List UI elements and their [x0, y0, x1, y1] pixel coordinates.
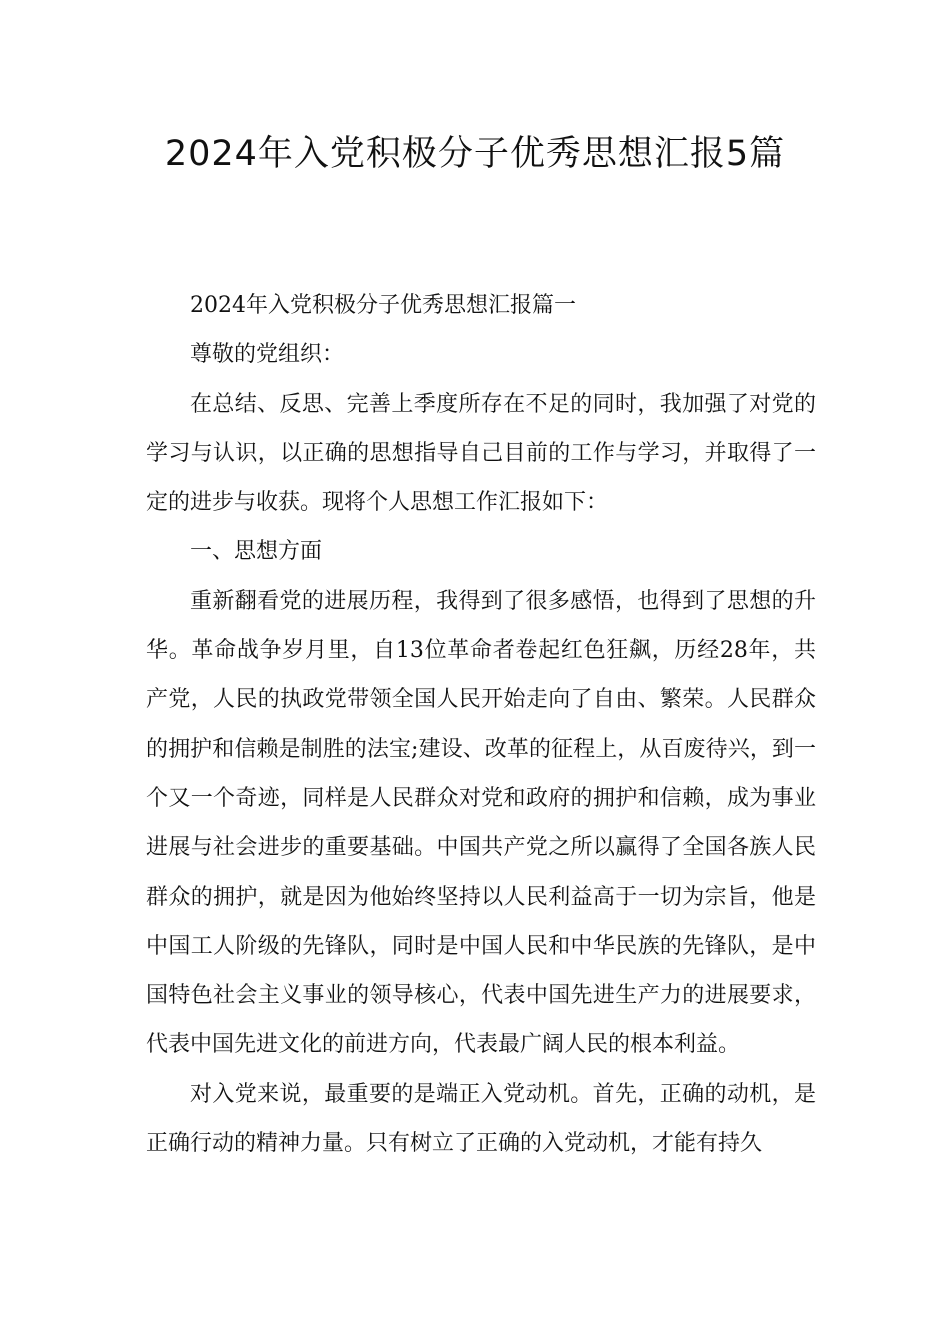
body-paragraph: 在总结、反思、完善上季度所存在不足的同时，我加强了对党的学习与认识，以正确的思想指导自己目前的工作与学习，并取得了一定的进步与收获。现将个人思想工作汇报如下：	[146, 391, 816, 516]
salutation: 尊敬的党组织：	[190, 342, 345, 368]
document-title: 2024年入党积极分子优秀思想汇报5篇	[164, 134, 786, 174]
body-paragraph: 对入党来说，最重要的是端正入党动机。首先，正确的动机，是正确行动的精神力量。只有树立了正确的入党动机，才能有持久	[146, 1081, 816, 1157]
section-heading: 2024年入党积极分子优秀思想汇报篇一	[190, 293, 576, 318]
subsection-heading: 一、思想方面	[190, 539, 323, 565]
document-body	[146, 281, 816, 1168]
body-paragraph: 重新翻看党的进展历程，我得到了很多感悟，也得到了思想的升华。革命战争岁月里，自13位革命者卷起红色狂飙，历经28年，共产党，人民的执政党带领全国人民开始走向了自由、繁荣。人民群众的拥护和信赖是制胜的法宝;建设、改革的征程上，从百废待兴，到一个又一个奇迹，同样是人民群众对党和政府的拥护和信赖，成为事业进展与社会进步的重要基础。中国共产党之所以赢得了全国各族人民群众的拥护，就是因为他始终坚持以人民利益高于一切为宗旨，他是中国工人阶级的先锋队，同时是中国人民和中华民族的先锋队，是中国特色社会主义事业的领导核心，代表中国先进生产力的进展要求，代表中国先进文化的前进方向，代表最广阔人民的根本利益。	[146, 588, 816, 1058]
